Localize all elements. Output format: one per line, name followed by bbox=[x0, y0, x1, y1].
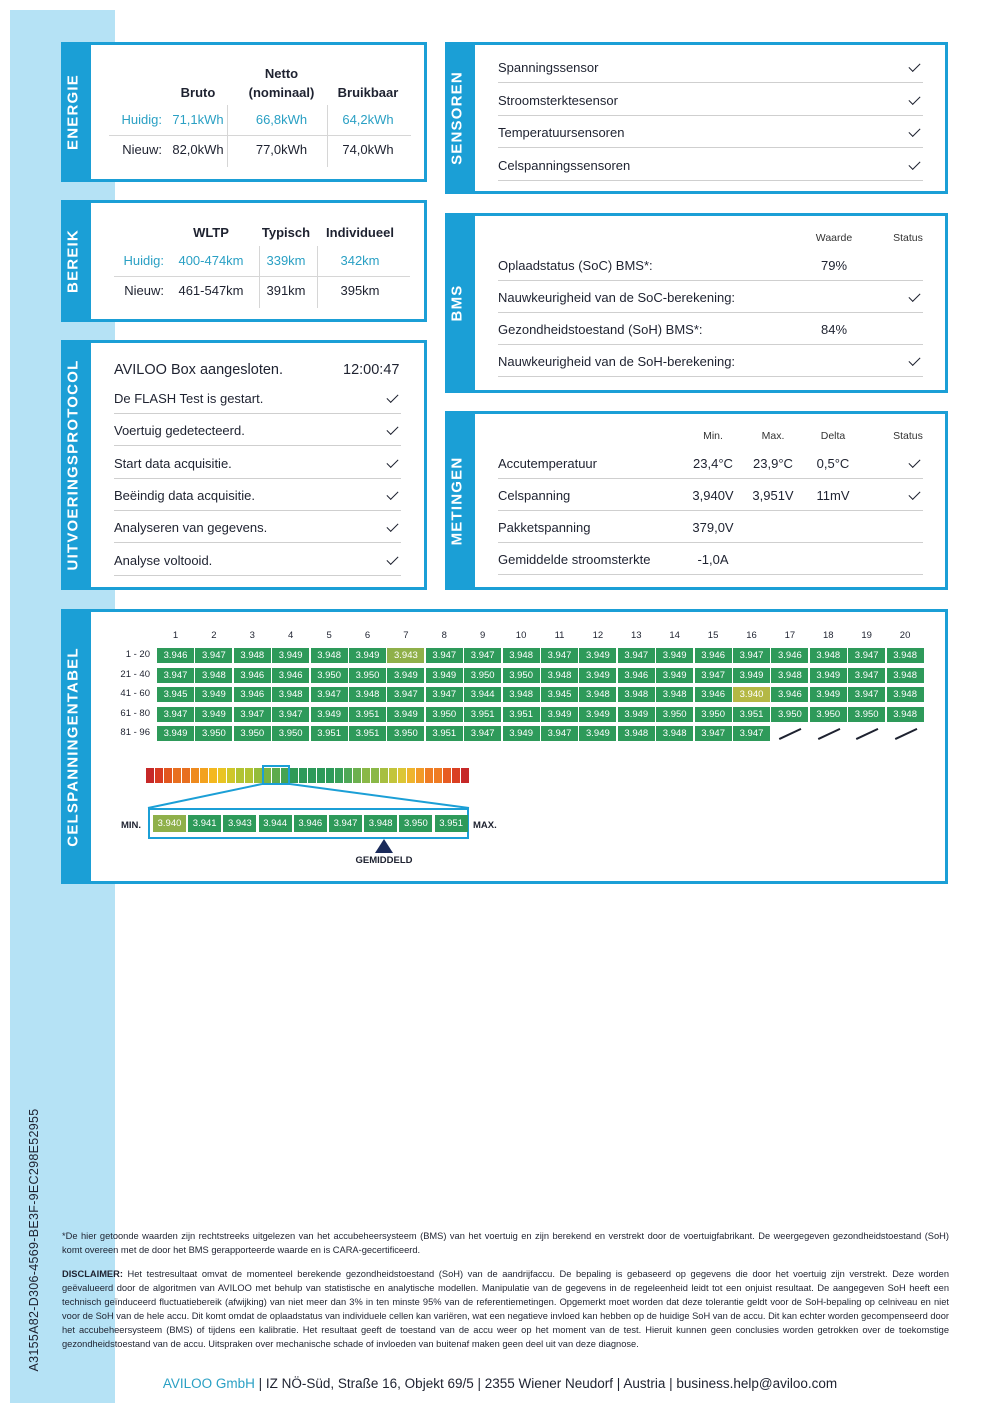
cell-voltage: 3.948 bbox=[887, 687, 924, 702]
row-divider bbox=[498, 312, 923, 313]
measurement-row-label: Celspanning bbox=[498, 488, 571, 503]
row-divider bbox=[114, 478, 401, 479]
column-number: 10 bbox=[515, 630, 527, 641]
row-divider bbox=[114, 413, 401, 414]
energy-current-gross: 71,1kWh bbox=[172, 112, 224, 127]
cell-voltage: 3.951 bbox=[464, 707, 501, 722]
cell-voltage: 3.947 bbox=[733, 648, 770, 663]
disclaimer-text: Het testresultaat omvat de momenteel berekende gezondheidstoestand (SoH) van de aandrijfaccu. De bepaling is gebaseerd op gegevens die door het voertuig zijn verstrekt. Deze worden geëvalueerd door de algoritmen van AVILOO met behulp van statistische en analytische modellen. Manipulatie van de gegevens in de regeleenheid leidt tot een onjuist resultaat. De aangegeven SoH heeft een technisch geïnduceerd fluctuatiebereik (afwijking) van niet meer dan 3% in ten minste 95% van de referentiemetingen. Opgemerkt moet worden dat deze tolerantie geldt voor de SoH-bepaling op celniveau en niet voor de SoH van de hele accu. Dit komt omdat de oplaadstatus van individuele cellen kan variëren, wat een negatieve invloed kan hebben op de huidige SoH van de accu. Dit kan echter worden gecompenseerd door het accubeheersysteem (BMS) of tijdens een kalibratie. Het resultaat geeft de toestand van de accu weer op het moment van de test. Hieruit kunnen geen conclusies worden getrokken over de toekomstige gezondheidstoestand van de accu. Uitspraken over mechanische schade of invloeden van buitenaf maken geen deel uit van deze diagnose. bbox=[62, 1269, 949, 1349]
row-divider bbox=[498, 574, 923, 575]
cell-voltage: 3.947 bbox=[464, 648, 501, 663]
protocol-title: AVILOO Box aangesloten. bbox=[114, 362, 284, 378]
cell-voltage: 3.949 bbox=[579, 707, 616, 722]
cell-voltage: 3.951 bbox=[349, 707, 386, 722]
row-range-label: 1 - 20 bbox=[125, 649, 150, 660]
cell-voltage: 3.948 bbox=[618, 687, 655, 702]
energy-tab-label: ENERGIE bbox=[64, 74, 82, 150]
cell-voltage: 3.949 bbox=[579, 668, 616, 683]
cell-voltage: 3.948 bbox=[887, 668, 924, 683]
cell-voltage: 3.946 bbox=[695, 687, 732, 702]
energy-new-gross: 82,0kWh bbox=[172, 142, 224, 157]
scale-value: 3.940 bbox=[153, 815, 186, 832]
cell-voltage: 3.946 bbox=[234, 687, 271, 702]
scale-value: 3.951 bbox=[435, 815, 468, 832]
row-range-label: 61 - 80 bbox=[120, 707, 150, 719]
cell-voltage: 3.951 bbox=[426, 726, 463, 741]
protocol-card bbox=[61, 340, 427, 590]
check-icon bbox=[386, 488, 398, 500]
bms-header-status: Status bbox=[893, 232, 923, 244]
check-icon bbox=[908, 92, 920, 104]
cell-voltage: 3.950 bbox=[195, 726, 232, 741]
cell-voltage: 3.950 bbox=[810, 707, 847, 722]
cell-voltage: 3.947 bbox=[541, 726, 578, 741]
cell-voltage: 3.948 bbox=[541, 668, 578, 683]
range-new-individual: 395km bbox=[340, 283, 380, 298]
scale-min-label: MIN. bbox=[121, 820, 142, 831]
cell-voltage: 3.949 bbox=[157, 726, 194, 741]
measurement-delta: 0,5°C bbox=[816, 456, 850, 471]
row-divider bbox=[498, 542, 923, 543]
column-number: 2 bbox=[211, 630, 217, 641]
cell-voltage: 3.950 bbox=[349, 668, 386, 683]
measurements-header-delta: Delta bbox=[820, 430, 846, 442]
energy-new-usable: 74,0kWh bbox=[342, 142, 394, 157]
cell-voltage: 3.948 bbox=[887, 707, 924, 722]
cell-voltage: 3.948 bbox=[618, 726, 655, 741]
range-header-wltp: WLTP bbox=[193, 225, 229, 240]
empty-cell-slash bbox=[779, 728, 801, 740]
scale-value: 3.941 bbox=[188, 815, 221, 832]
cell-voltage: 3.947 bbox=[195, 648, 232, 663]
row-divider bbox=[498, 344, 923, 345]
measurements-header-max: Max. bbox=[761, 430, 785, 442]
scale-box bbox=[148, 808, 469, 839]
cell-voltage: 3.949 bbox=[387, 707, 424, 722]
check-icon bbox=[908, 157, 920, 169]
protocol-step: Beëindig data acquisitie. bbox=[114, 487, 255, 503]
cell-voltage: 3.947 bbox=[848, 687, 885, 702]
bms-header-value: Waarde bbox=[815, 232, 853, 244]
cell-voltage: 3.950 bbox=[387, 726, 424, 741]
measurement-row-label: Accutemperatuur bbox=[498, 456, 597, 471]
scale-value: 3.946 bbox=[294, 815, 327, 832]
column-number: 4 bbox=[288, 630, 294, 641]
cell-voltage: 3.948 bbox=[272, 687, 309, 702]
sensor-item: Celspanningssensoren bbox=[498, 157, 631, 173]
cell-voltage: 3.949 bbox=[810, 668, 847, 683]
cell-voltage: 3.946 bbox=[157, 648, 194, 663]
cell-voltage: 3.948 bbox=[234, 648, 271, 663]
column-number: 5 bbox=[326, 630, 332, 641]
bms-row-label: Nauwkeurigheid van de SoH-berekening: bbox=[498, 354, 736, 369]
column-number: 17 bbox=[784, 630, 796, 641]
protocol-step: Analyseren van gegevens. bbox=[114, 520, 268, 536]
cell-voltage: 3.948 bbox=[311, 648, 348, 663]
range-current-individual: 342km bbox=[340, 253, 380, 268]
cell-voltage: 3.946 bbox=[771, 687, 808, 702]
protocol-tab-label: UITVOERINGSPROTOCOL bbox=[64, 359, 82, 571]
energy-tab bbox=[61, 42, 91, 182]
range-tab-label: BEREIK bbox=[64, 229, 82, 293]
protocol-tab bbox=[61, 340, 91, 590]
protocol-step: Analyse voltooid. bbox=[114, 552, 213, 568]
cell-voltage: 3.947 bbox=[234, 707, 271, 722]
cell-voltage: 3.949 bbox=[579, 648, 616, 663]
check-icon bbox=[908, 125, 920, 137]
check-icon bbox=[386, 391, 398, 403]
cell-voltage: 3.951 bbox=[349, 726, 386, 741]
energy-header-gross: Bruto bbox=[180, 85, 216, 100]
measurement-min: 23,4°C bbox=[693, 456, 733, 471]
cell-voltage: 3.946 bbox=[234, 668, 271, 683]
scale-value: 3.948 bbox=[364, 815, 397, 832]
energy-current-usable: 64,2kWh bbox=[342, 112, 394, 127]
row-divider bbox=[498, 115, 923, 116]
bms-row-label: Nauwkeurigheid van de SoC-berekening: bbox=[498, 290, 736, 305]
cell-voltage: 3.946 bbox=[695, 648, 732, 663]
cell-voltage: 3.940 bbox=[733, 687, 770, 702]
check-icon bbox=[386, 552, 398, 564]
cell-voltage: 3.949 bbox=[272, 648, 309, 663]
column-number: 15 bbox=[707, 630, 719, 641]
cell-voltage-card bbox=[61, 609, 948, 884]
scale-max-label: MAX. bbox=[473, 820, 497, 831]
measurements-header-min: Min. bbox=[703, 430, 723, 442]
empty-cell-slash bbox=[856, 728, 878, 740]
cell-voltage: 3.949 bbox=[195, 707, 232, 722]
cell-voltage: 3.947 bbox=[426, 648, 463, 663]
protocol-step: Start data acquisitie. bbox=[114, 455, 232, 471]
column-number: 14 bbox=[669, 630, 680, 641]
cell-voltage: 3.948 bbox=[503, 648, 540, 663]
average-label: GEMIDDELD bbox=[355, 855, 413, 866]
cell-voltage: 3.948 bbox=[771, 668, 808, 683]
cell-voltage: 3.946 bbox=[618, 668, 655, 683]
bms-row-label: Oplaadstatus (SoC) BMS*: bbox=[498, 258, 653, 273]
cell-voltage: 3.948 bbox=[656, 687, 693, 702]
cell-voltage: 3.947 bbox=[848, 668, 885, 683]
cell-voltage: 3.948 bbox=[810, 648, 847, 663]
cell-voltage: 3.947 bbox=[387, 687, 424, 702]
protocol-time: 12:00:47 bbox=[343, 362, 400, 378]
scale-value: 3.950 bbox=[399, 815, 432, 832]
cell-voltage: 3.948 bbox=[195, 668, 232, 683]
cell-voltage: 3.950 bbox=[771, 707, 808, 722]
sensor-item: Temperatuursensoren bbox=[498, 125, 625, 140]
row-range-label: 81 - 96 bbox=[120, 727, 150, 738]
energy-current-label: Huidig: bbox=[121, 112, 162, 127]
range-current-label: Huidig: bbox=[123, 253, 164, 268]
cell-voltage: 3.949 bbox=[656, 648, 693, 663]
column-number: 18 bbox=[823, 630, 834, 641]
range-tab bbox=[61, 200, 91, 322]
column-number: 8 bbox=[441, 630, 447, 641]
range-current-wltp: 400-474km bbox=[178, 253, 244, 268]
bms-card bbox=[445, 213, 948, 393]
column-number: 16 bbox=[746, 630, 757, 641]
bms-tab-label: BMS bbox=[448, 284, 466, 322]
column-number: 7 bbox=[403, 630, 409, 641]
column-number: 1 bbox=[172, 630, 179, 641]
sensors-tab-label: SENSOREN bbox=[448, 71, 466, 165]
empty-cell-slash bbox=[818, 728, 840, 740]
energy-card bbox=[61, 42, 427, 182]
energy-header-net: Netto (nominaal) bbox=[248, 66, 315, 100]
cell-voltage: 3.947 bbox=[272, 707, 309, 722]
cell-voltage: 3.948 bbox=[579, 687, 616, 702]
row-divider bbox=[498, 180, 923, 181]
bms-row-value: 79% bbox=[820, 258, 848, 273]
cell-voltage: 3.951 bbox=[503, 707, 540, 722]
cell-voltage: 3.943 bbox=[387, 648, 424, 663]
scale-value: 3.947 bbox=[329, 815, 362, 832]
cell-voltage: 3.949 bbox=[579, 726, 616, 741]
cell-voltage: 3.947 bbox=[541, 648, 578, 663]
disclaimer-label: DISCLAIMER: bbox=[62, 1269, 123, 1279]
cell-voltage: 3.947 bbox=[618, 648, 655, 663]
column-number: 9 bbox=[480, 630, 486, 641]
range-card bbox=[61, 200, 427, 322]
cell-voltage: 3.945 bbox=[157, 687, 194, 702]
measurement-min: -1,0A bbox=[697, 552, 729, 567]
serial-number: A3155A82-D306-4569-BE3F-9EC298E52955 bbox=[27, 1108, 41, 1372]
check-icon bbox=[386, 520, 398, 532]
range-header-typical: Typisch bbox=[261, 225, 311, 240]
cell-voltage: 3.947 bbox=[311, 687, 348, 702]
cell-voltage: 3.948 bbox=[349, 687, 386, 702]
check-icon bbox=[908, 290, 920, 302]
measurements-tab bbox=[445, 411, 475, 590]
measurement-min: 379,0V bbox=[692, 520, 734, 535]
cell-voltage: 3.949 bbox=[349, 648, 386, 663]
protocol-step: De FLASH Test is gestart. bbox=[114, 391, 264, 406]
cell-voltage: 3.949 bbox=[733, 668, 770, 683]
bms-tab bbox=[445, 213, 475, 393]
bms-row-label: Gezondheidstoestand (SoH) BMS*: bbox=[498, 322, 703, 337]
range-header-individual: Individueel bbox=[326, 225, 394, 240]
cell-voltage: 3.948 bbox=[656, 726, 693, 741]
row-divider bbox=[114, 445, 401, 446]
cell-voltage: 3.948 bbox=[887, 648, 924, 663]
energy-header-usable: Bruikbaar bbox=[337, 85, 399, 100]
cell-voltage: 3.947 bbox=[848, 648, 885, 663]
measurements-tab-label: METINGEN bbox=[448, 456, 466, 545]
cell-voltage: 3.950 bbox=[848, 707, 885, 722]
row-divider bbox=[114, 510, 401, 511]
cell-voltage: 3.945 bbox=[541, 687, 578, 702]
cell-voltage: 3.950 bbox=[272, 726, 309, 741]
cell-voltage: 3.950 bbox=[464, 668, 501, 683]
cell-voltage: 3.947 bbox=[157, 668, 194, 683]
scale-value: 3.944 bbox=[259, 815, 292, 832]
cell-voltage: 3.949 bbox=[311, 707, 348, 722]
column-number: 13 bbox=[631, 630, 642, 641]
footnote-bms: *De hier getoonde waarden zijn rechtstreeks uitgelezen van het accubeheersysteem (BMS) van het voertuig en zijn berekend en verstrekt door de voertuigfabrikant. De weergegeven gezondheidstoestand (SoH) komt overeen met de door het BMS gerapporteerde waarde en is CARA-gecertificeerd. bbox=[62, 1231, 949, 1255]
measurement-max: 23,9°C bbox=[753, 456, 793, 471]
measurement-delta: 11mV bbox=[816, 488, 850, 503]
cell-voltage: 3.951 bbox=[311, 726, 348, 741]
row-divider bbox=[114, 542, 401, 543]
range-current-typical: 339km bbox=[266, 253, 306, 268]
cell-voltage: 3.949 bbox=[387, 668, 424, 683]
measurement-min: 3,940V bbox=[692, 488, 734, 503]
cell-voltage: 3.949 bbox=[503, 726, 540, 741]
cell-voltage: 3.947 bbox=[695, 668, 732, 683]
measurements-card bbox=[445, 411, 948, 590]
column-number: 3 bbox=[249, 630, 255, 641]
check-icon bbox=[908, 488, 920, 500]
cell-voltage: 3.949 bbox=[810, 687, 847, 702]
row-divider bbox=[498, 510, 923, 511]
measurement-row-label: Pakketspanning bbox=[498, 520, 591, 535]
row-range-label: 21 - 40 bbox=[120, 668, 150, 680]
column-number: 20 bbox=[899, 630, 911, 641]
cell-voltage: 3.949 bbox=[656, 668, 693, 683]
disclaimer bbox=[62, 1267, 949, 1351]
cell-voltage: 3.946 bbox=[272, 668, 309, 683]
cell-voltage: 3.950 bbox=[503, 668, 540, 683]
cell-voltage: 3.948 bbox=[503, 687, 540, 702]
cell-voltage: 3.949 bbox=[541, 707, 578, 722]
row-divider bbox=[114, 575, 401, 576]
cell-voltage: 3.950 bbox=[695, 707, 732, 722]
sensor-item: Spanningssensor bbox=[498, 60, 599, 75]
row-range-label: 41 - 60 bbox=[120, 688, 150, 699]
sensors-card bbox=[445, 42, 948, 194]
cell-voltage: 3.949 bbox=[195, 687, 232, 702]
cell-voltage: 3.950 bbox=[311, 668, 348, 683]
row-divider bbox=[498, 147, 923, 148]
cell-voltage: 3.949 bbox=[618, 707, 655, 722]
footer-company: AVILOO GmbH bbox=[162, 1376, 255, 1391]
cell-voltage: 3.950 bbox=[426, 707, 463, 722]
cell-voltage: 3.947 bbox=[464, 726, 501, 741]
row-divider bbox=[498, 478, 923, 479]
row-divider bbox=[498, 82, 923, 83]
footer-address: | IZ NÖ-Süd, Straße 16, Objekt 69/5 | 2355 Wiener Neudorf | Austria | business.help@aviloo.com bbox=[254, 1376, 838, 1391]
cell-voltage: 3.944 bbox=[464, 687, 501, 702]
cell-voltage-tab-label: CELSPANNINGENTABEL bbox=[64, 646, 82, 847]
scale-value: 3.943 bbox=[223, 815, 256, 832]
cell-voltage: 3.950 bbox=[234, 726, 271, 741]
protocol-step: Voertuig gedetecteerd. bbox=[114, 423, 245, 439]
row-divider bbox=[498, 280, 923, 281]
check-icon bbox=[908, 60, 920, 72]
bms-row-value: 84% bbox=[820, 322, 848, 337]
measurements-header-status: Status bbox=[893, 430, 923, 442]
column-number: 6 bbox=[364, 630, 371, 641]
cell-voltage: 3.946 bbox=[771, 648, 808, 663]
cell-voltage: 3.947 bbox=[157, 707, 194, 722]
cell-voltage: 3.947 bbox=[426, 687, 463, 702]
cell-voltage: 3.950 bbox=[656, 707, 693, 722]
cell-voltage: 3.947 bbox=[695, 726, 732, 741]
range-new-label: Nieuw: bbox=[124, 283, 164, 298]
check-icon bbox=[908, 354, 920, 366]
measurement-max: 3,951V bbox=[752, 488, 794, 503]
column-number: 11 bbox=[554, 630, 565, 641]
average-marker bbox=[375, 839, 393, 853]
range-new-typical: 391km bbox=[266, 283, 306, 298]
cell-voltage: 3.951 bbox=[733, 707, 770, 722]
check-icon bbox=[908, 456, 920, 468]
energy-new-net: 77,0kWh bbox=[255, 142, 308, 157]
sensors-tab bbox=[445, 42, 475, 194]
footer bbox=[0, 1376, 1000, 1391]
check-icon bbox=[386, 456, 398, 468]
energy-new-label: Nieuw: bbox=[122, 142, 162, 157]
sensor-item: Stroomsterktesensor bbox=[498, 92, 618, 108]
check-icon bbox=[386, 423, 398, 435]
cell-voltage: 3.947 bbox=[733, 726, 770, 741]
row-divider bbox=[498, 376, 923, 377]
column-number: 12 bbox=[592, 630, 604, 641]
range-new-wltp: 461-547km bbox=[178, 283, 244, 298]
empty-cell-slash bbox=[894, 728, 916, 740]
energy-current-net: 66,8kWh bbox=[255, 112, 308, 127]
column-number: 19 bbox=[861, 630, 872, 641]
measurement-row-label: Gemiddelde stroomsterkte bbox=[498, 552, 651, 567]
cell-voltage: 3.949 bbox=[426, 668, 463, 683]
